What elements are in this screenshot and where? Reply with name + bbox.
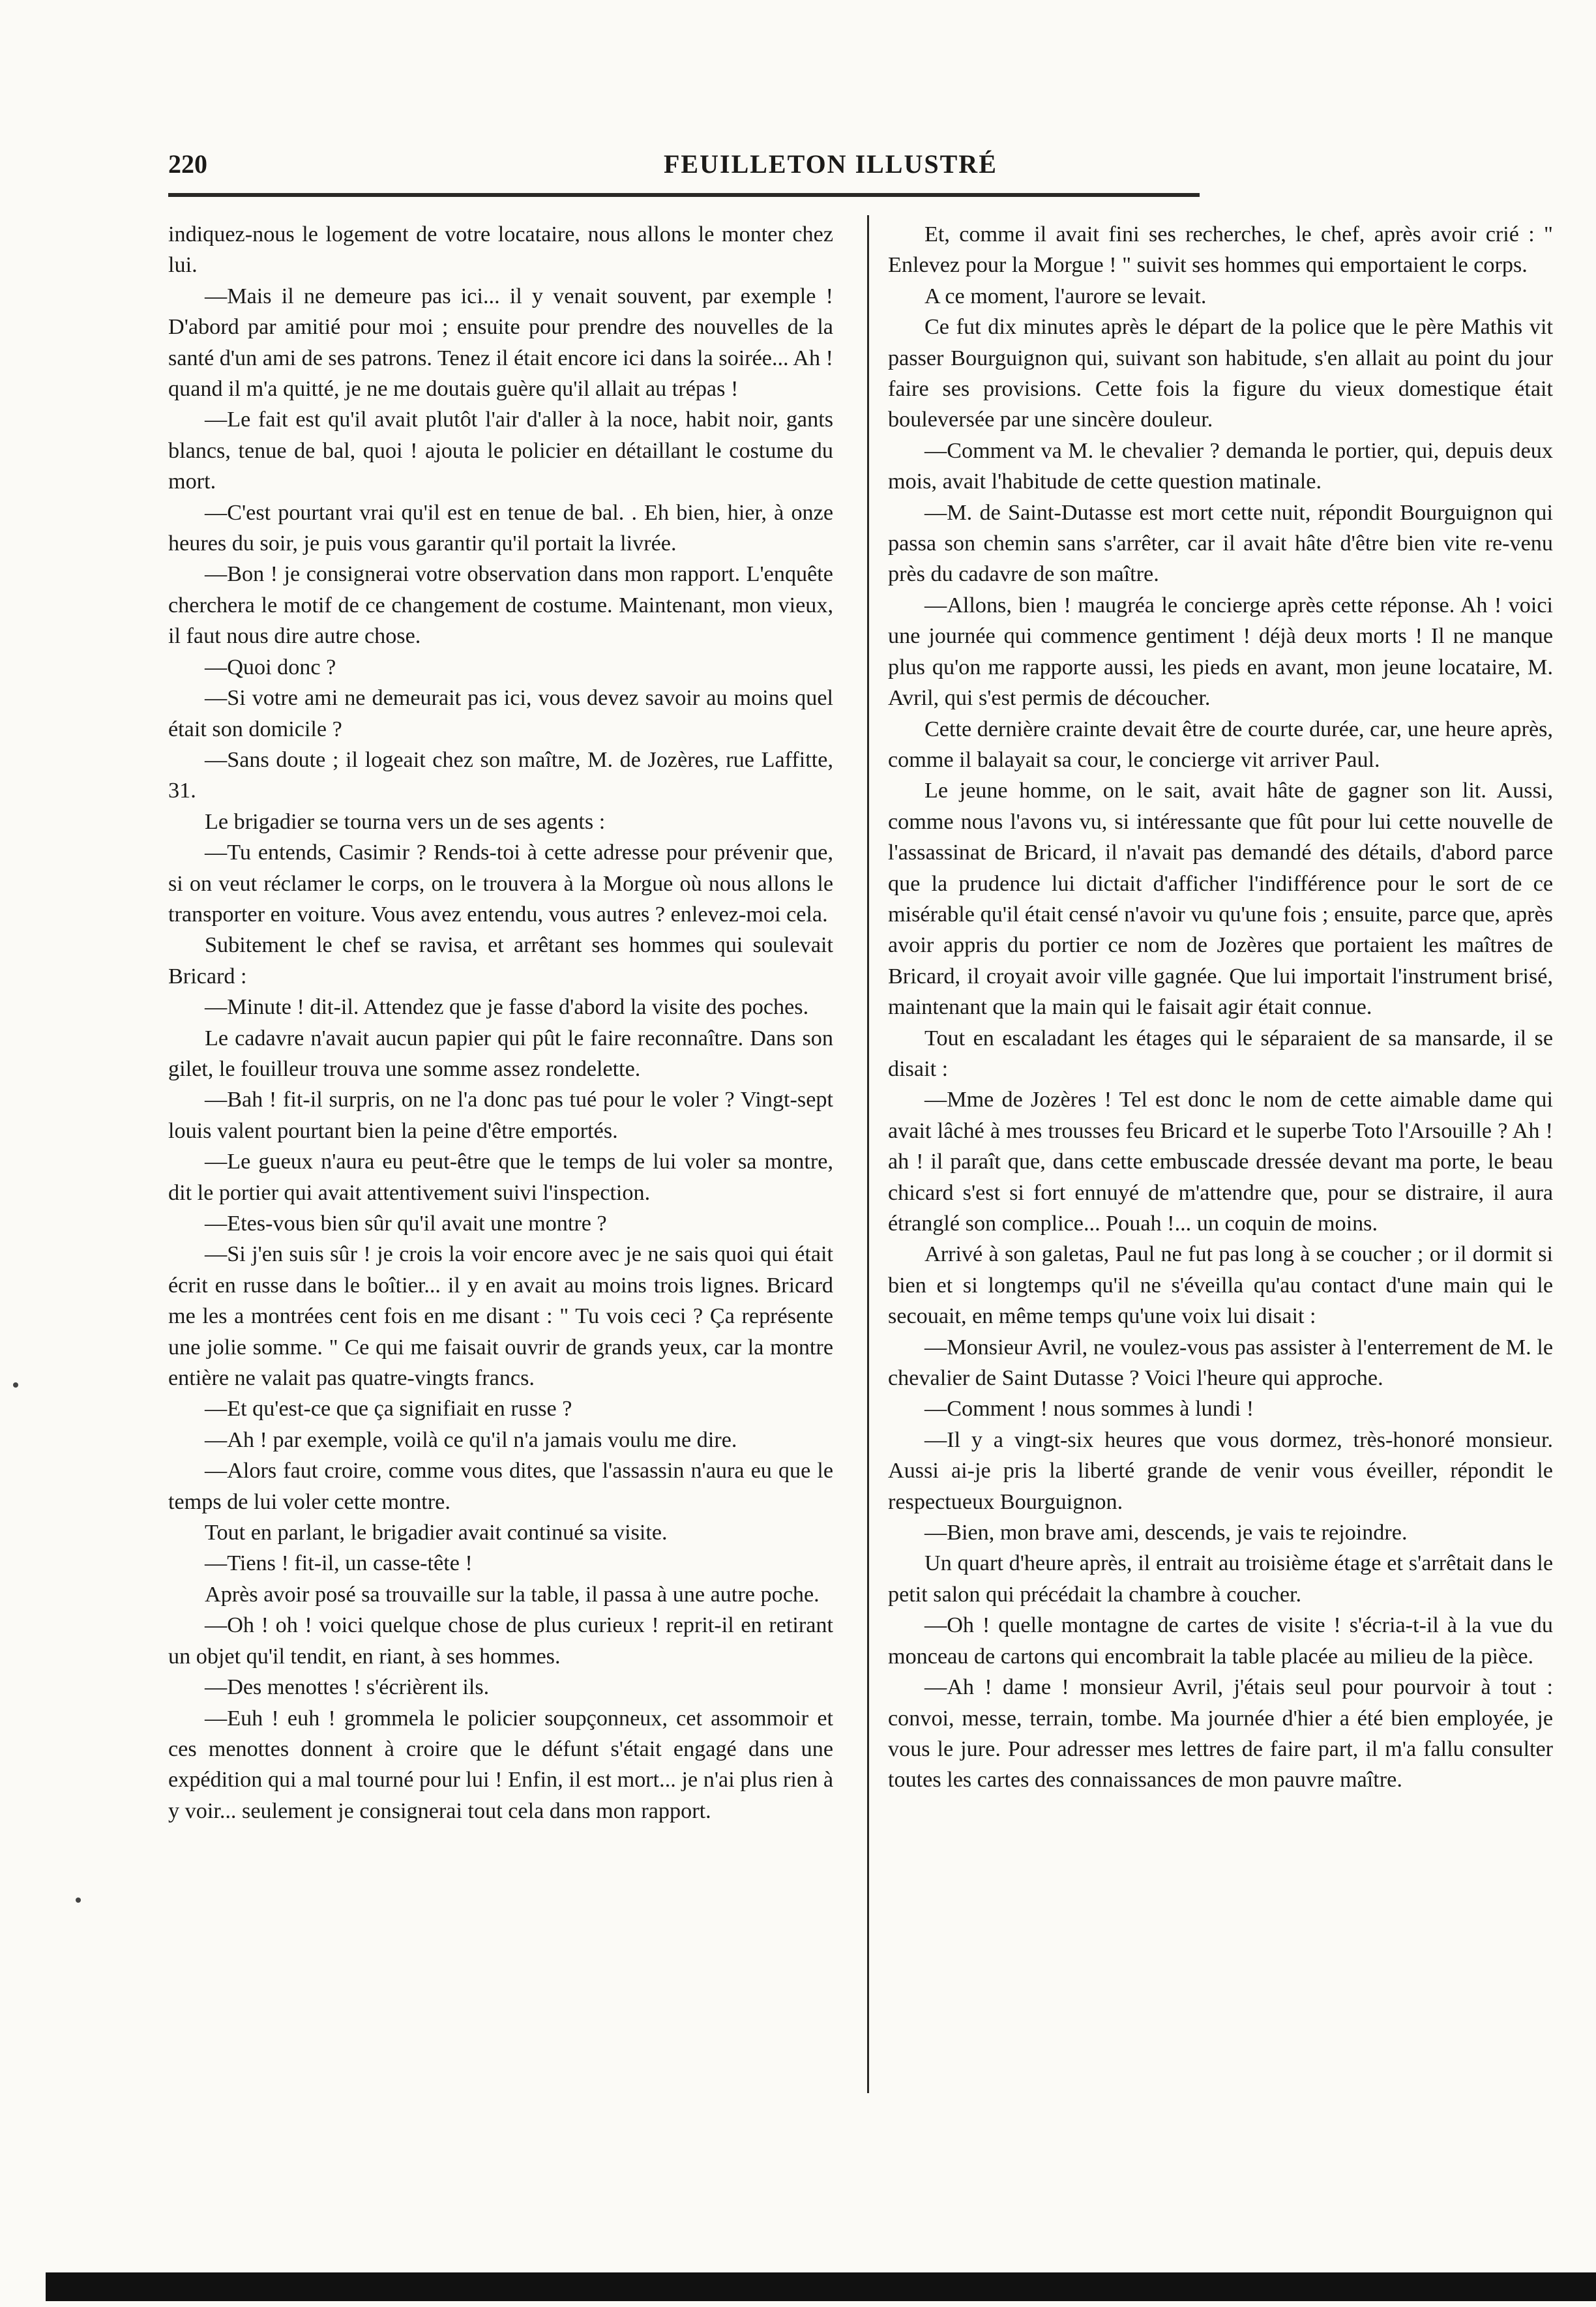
paragraph: —Alors faut croire, comme vous dites, que l'assassin n'aura eu que le temps de lui voler cette montre.: [168, 1459, 833, 1514]
paragraph: Cette dernière crainte devait être de courte durée, car, une heure après, comme il balayait sa cour, le concierge vit arriver Paul.: [888, 717, 1553, 772]
paragraph: —Monsieur Avril, ne voulez-vous pas assister à l'enterrement de M. le chevalier de Saint Dutasse ? Voici l'heure qui approche.: [888, 1335, 1553, 1391]
paragraph: Tout en parlant, le brigadier avait continué sa visite.: [205, 1521, 668, 1545]
paragraph: —Il y a vingt-six heures que vous dormez, très-honoré monsieur. Aussi ai-je pris la liberté grande de venir vous éveiller, répondit le respectueux Bourguignon.: [888, 1427, 1553, 1514]
paragraph: —Tu entends, Casimir ? Rends-toi à cette adresse pour prévenir que, si on veut réclamer le corps, on le trouvera à la Morgue où nous allons le transporter en voiture. Vous avez entendu, vous autres ? enlevez-moi cela.: [168, 841, 833, 927]
page-header: [168, 149, 1200, 188]
header-rule: [168, 193, 1200, 197]
column-divider: [867, 215, 869, 2093]
paragraph: Arrivé à son galetas, Paul ne fut pas long à se coucher ; or il dormit si bien et si longtemps qu'il ne s'éveilla qu'au contact d'une main qui le secouait, en même temps qu'une voix lui disait :: [888, 1242, 1553, 1329]
page-number: 220: [168, 149, 207, 179]
paragraph: —Ah ! par exemple, voilà ce qu'il n'a jamais voulu me dire.: [205, 1427, 737, 1452]
paragraph: —Oh ! oh ! voici quelque chose de plus curieux ! reprit-il en retirant un objet qu'il tendit, en riant, à ses hommes.: [168, 1613, 833, 1669]
paragraph: Après avoir posé sa trouvaille sur la table, il passa à une autre poche.: [205, 1582, 820, 1607]
paragraph: —Si j'en suis sûr ! je crois la voir encore avec je ne sais quoi qui était écrit en russe dans le boîtier... il y en avait au moins trois lignes. Bricard me les a montrées cent fois en me disant : " Tu vois ceci ? Ça représente une jolie somme. " Ce qui me faisait ouvrir de grands yeux, car la montre entière ne valait pas quatre-vingts francs.: [168, 1242, 833, 1391]
paragraph: —Comment va M. le chevalier ? demanda le portier, qui, depuis deux mois, avait l'habitude de cette question matinale.: [888, 438, 1553, 494]
paragraph: —Quoi donc ?: [205, 655, 336, 679]
paragraph: —Allons, bien ! maugréa le concierge après cette réponse. Ah ! voici une journée qui commence gentiment ! déjà deux morts ! Il ne manque plus qu'on me rapporte aussi, les pieds en avant, mon jeune locataire, M. Avril, qui s'est permis de découcher.: [888, 593, 1553, 711]
paragraph: —Euh ! euh ! grommela le policier soupçonneux, cet assommoir et ces menottes donnent à croire que le défunt s'était engagé dans une expédition qui a mal tourné pour lui ! Enfin, il est mort... je n'ai plus rien à y voir... seulement je consignerai tout cela dans mon rapport.: [168, 1706, 833, 1823]
paragraph: —Comment ! nous sommes à lundi !: [924, 1397, 1254, 1421]
paragraph: —Des menottes ! s'écrièrent ils.: [205, 1675, 490, 1700]
paragraph: —Oh ! quelle montagne de cartes de visite ! s'écria-t-il à la vue du monceau de cartons qui encombrait la table placée au milieu de la pièce.: [888, 1613, 1553, 1669]
paragraph: —Tiens ! fit-il, un casse-tête !: [205, 1551, 473, 1576]
paragraph: —Mme de Jozères ! Tel est donc le nom de cette aimable dame qui avait lâché à mes trousses feu Bricard et le superbe Toto l'Arsouille ? Ah ! ah ! il paraît que, dans cette embuscade dressée devant ma porte, le beau chicard s'est si fort ennuyé de m'attendre que, pour se distraire, il aura étranglé son complice... Pouah !... un coquin de moins.: [888, 1088, 1553, 1236]
paragraph: —Et qu'est-ce que ça signifiait en russe ?: [205, 1397, 572, 1421]
paragraph: Le cadavre n'avait aucun papier qui pût le faire reconnaître. Dans son gilet, le fouilleur trouva une somme assez rondelette.: [168, 1026, 833, 1081]
left-text-column: [168, 219, 833, 1826]
paragraph: —M. de Saint-Dutasse est mort cette nuit, répondit Bourguignon qui passa son chemin sans s'arrêter, car il avait hâte d'être bien vite re-venu près du cadavre de son maître.: [888, 500, 1553, 587]
paragraph: Un quart d'heure après, il entrait au troisième étage et s'arrêtait dans le petit salon qui précédait la chambre à coucher.: [888, 1551, 1553, 1607]
margin-mark: [76, 1898, 81, 1903]
paragraph: —Minute ! dit-il. Attendez que je fasse d'abord la visite des poches.: [205, 995, 809, 1020]
paragraph: Subitement le chef se ravisa, et arrêtant ses hommes qui soulevait Bricard :: [168, 933, 833, 989]
paragraph: Ce fut dix minutes après le départ de la police que le père Mathis vit passer Bourguignon qui, suivant son habitude, s'en allait au point du jour faire ses provisions. Cette fois la figure du vieux domestique était bouleversée par une sincère douleur.: [888, 315, 1553, 432]
running-title: FEUILLETON ILLUSTRÉ: [664, 149, 998, 179]
paragraph: —Sans doute ; il logeait chez son maître, M. de Jozères, rue Laffitte, 31.: [168, 747, 833, 803]
paragraph: —Bien, mon brave ami, descends, je vais te rejoindre.: [924, 1521, 1408, 1545]
paragraph: Le brigadier se tourna vers un de ses agents :: [205, 809, 606, 834]
paragraph: Et, comme il avait fini ses recherches, le chef, après avoir crié : " Enlevez pour la Morgue ! " suivit ses hommes qui emportaient le corps.: [888, 222, 1553, 278]
paragraph: —Le gueux n'aura eu peut-être que le temps de lui voler sa montre, dit le portier qui avait attentivement suivi l'inspection.: [168, 1150, 833, 1205]
paragraph: indiquez-nous le logement de votre locataire, nous allons le monter chez lui.: [168, 222, 833, 278]
scan-edge-band: [46, 2272, 1596, 2301]
paragraph: Tout en escaladant les étages qui le séparaient de sa mansarde, il se disait :: [888, 1026, 1553, 1081]
paragraph: A ce moment, l'aurore se levait.: [924, 284, 1207, 308]
paragraph: —Mais il ne demeure pas ici... il y venait souvent, par exemple ! D'abord par amitié pour moi ; ensuite pour prendre des nouvelles de la santé d'un ami de ses patrons. Tenez il était encore ici dans la soirée... Ah ! quand il m'a quitté, je ne me doutais guère qu'il allait au trépas !: [168, 284, 833, 402]
paragraph: —Bon ! je consignerai votre observation dans mon rapport. L'enquête cherchera le motif de ce changement de costume. Maintenant, mon vieux, il faut nous dire autre chose.: [168, 562, 833, 649]
paragraph: —Le fait est qu'il avait plutôt l'air d'aller à la noce, habit noir, gants blancs, tenue de bal, quoi ! ajouta le policier en détaillant le costume du mort.: [168, 408, 833, 494]
paragraph: —Ah ! dame ! monsieur Avril, j'étais seul pour pourvoir à tout : convoi, messe, terrain, tombe. Ma journée d'hier a été bien employée, je vous le jure. Pour adresser mes lettres de faire part, il m'a fallu consulter toutes les cartes des connaissances de mon pauvre maître.: [888, 1675, 1553, 1793]
right-text-column: [888, 219, 1553, 1796]
paragraph: —Si votre ami ne demeurait pas ici, vous devez savoir au moins quel était son domicile ?: [168, 686, 833, 741]
paragraph: —Etes-vous bien sûr qu'il avait une montre ?: [205, 1212, 607, 1236]
paragraph: —Bah ! fit-il surpris, on ne l'a donc pas tué pour le voler ? Vingt-sept louis valent pourtant bien la peine d'être emportés.: [168, 1088, 833, 1143]
margin-mark: [13, 1382, 18, 1388]
paragraph: Le jeune homme, on le sait, avait hâte de gagner son lit. Aussi, comme nous l'avons vu, si intéressante que fût pour lui cette nouvelle de l'assassinat de Bricard, il n'avait pas demandé des détails, d'abord parce que la prudence lui dictait d'afficher l'indifférence pour le sort de ce misérable qu'il était censé n'avoir vu qu'une fois ; ensuite, parce que, après avoir appris du portier ce nom de Jozères que portaient les maîtres de Bricard, il croyait avoir ville gagnée. Que lui importait l'instrument brisé, maintenant que la main qui le faisait agir était connue.: [888, 779, 1553, 1020]
paragraph: —C'est pourtant vrai qu'il est en tenue de bal. . Eh bien, hier, à onze heures du soir, je puis vous garantir qu'il portait la livrée.: [168, 500, 833, 556]
